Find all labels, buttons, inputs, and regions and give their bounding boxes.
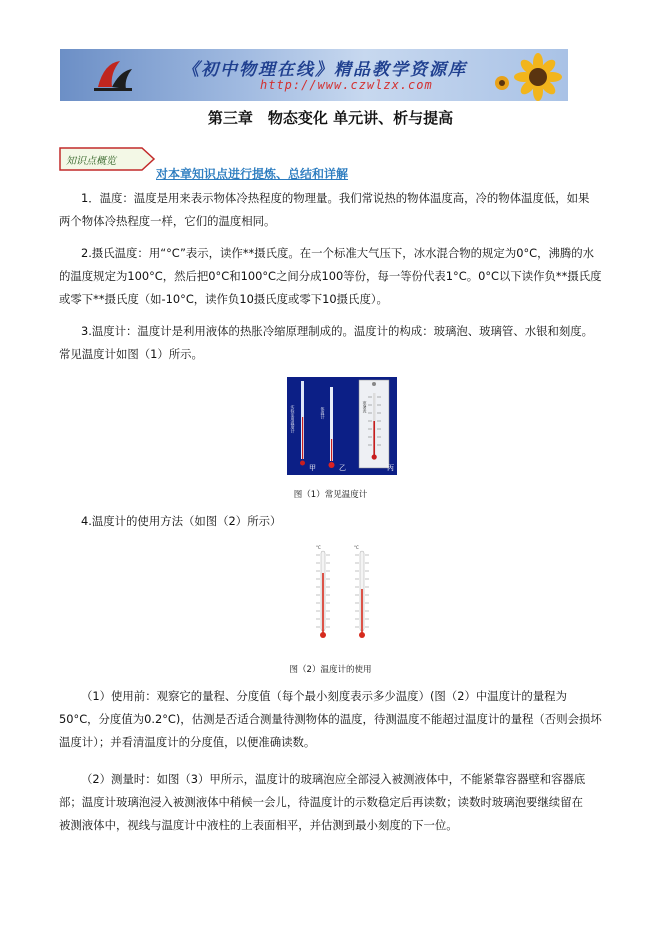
label-bing: 丙 [387, 464, 394, 472]
text-line: 4.温度计的使用方法（如图（2）所示） [81, 514, 282, 528]
vertical-label-clinical: 体温计 [320, 407, 326, 419]
text-line: 温度计）；并看清温度计的分度值，以便准确读数。 [59, 735, 316, 749]
vertical-label-room: 寒暑表 [362, 401, 368, 413]
text-line: 常见温度计如图（1）所示。 [59, 347, 203, 361]
text-line: 3.温度计：温度计是利用液体的热胀冷缩原理制成的。温度计的构成：玻璃泡、玻璃管、水银和刻度。 [81, 324, 594, 338]
paragraph-usage [59, 510, 607, 533]
sunflower-icon [486, 53, 564, 101]
figure-thermometer-usage [310, 543, 380, 643]
text-line: 或零下**摄氏度（如-10°C，读作负10摄氏度或零下10摄氏度）。 [59, 292, 388, 306]
banner-url: http://www.czwlzx.com [260, 78, 433, 92]
text-line: 1．温度：温度是用来表示物体冷热程度的物理量。我们常说热的物体温度高，冷的物体温度低，如果 [81, 191, 590, 205]
vertical-label-lab: 实验室用温度计 [290, 405, 296, 433]
paragraph-before-use [59, 685, 607, 754]
text-line: 被测液体中，视线与温度计中液柱的上表面相平，并估测到最小刻度的下一位。 [59, 818, 458, 832]
label-yi: 乙 [339, 464, 346, 472]
badge-label: 知识点概览 [66, 156, 116, 167]
text-line: 两个物体冷热程度一样，它们的温度相同。 [59, 214, 276, 228]
text-line: （2）测量时：如图（3）甲所示，温度计的玻璃泡应全部浸入被测液体中，不能紧靠容器壁和容器底 [81, 772, 586, 786]
banner [60, 49, 568, 101]
banner-title: 《初中物理在线》精品教学资源库 [182, 60, 467, 80]
figure2-caption: 图（2）温度计的使用 [289, 665, 372, 675]
text-line: 部；温度计玻璃泡浸入被测液体中稍候一会儿，待温度计的示数稳定后再读数；读数时玻璃泡要继续留在 [59, 795, 583, 809]
paragraph-thermometer [59, 320, 607, 366]
paragraph-temperature [59, 187, 607, 233]
paragraph-celsius [59, 242, 607, 311]
section-link[interactable]: 对本章知识点进行提炼、总结和详解 [156, 167, 349, 181]
text-line: （1）使用前：观察它的量程、分度值（每个最小刻度表示多少温度）(图（2）中温度计的量程为 [81, 689, 567, 703]
text-line: 的温度规定为100°C，然后把0°C和100°C之间分成100等份，每一等份代表1°C。0°C以下读作负**摄氏度 [59, 269, 602, 283]
figure1-caption: 图（1）常见温度计 [293, 490, 368, 500]
figure-common-thermometers [287, 377, 397, 475]
text-line: 2.摄氏温度：用“°C”表示，读作**摄氏度。在一个标准大气压下，冰水混合物的规定为0°C，沸腾的水 [81, 246, 595, 260]
text-line: 50°C，分度值为0.2°C)，估测是否适合测量待测物体的温度，待测温度不能超过温度计的量程（否则会损坏 [59, 712, 602, 726]
logo-icon [90, 57, 136, 95]
chapter-title: 第三章 物态变化 单元讲、析与提高 [207, 109, 454, 127]
paragraph-during-measurement [59, 768, 607, 837]
unit-right: °C [354, 545, 359, 550]
unit-left: °C [316, 545, 321, 550]
label-jia: 甲 [309, 464, 316, 472]
